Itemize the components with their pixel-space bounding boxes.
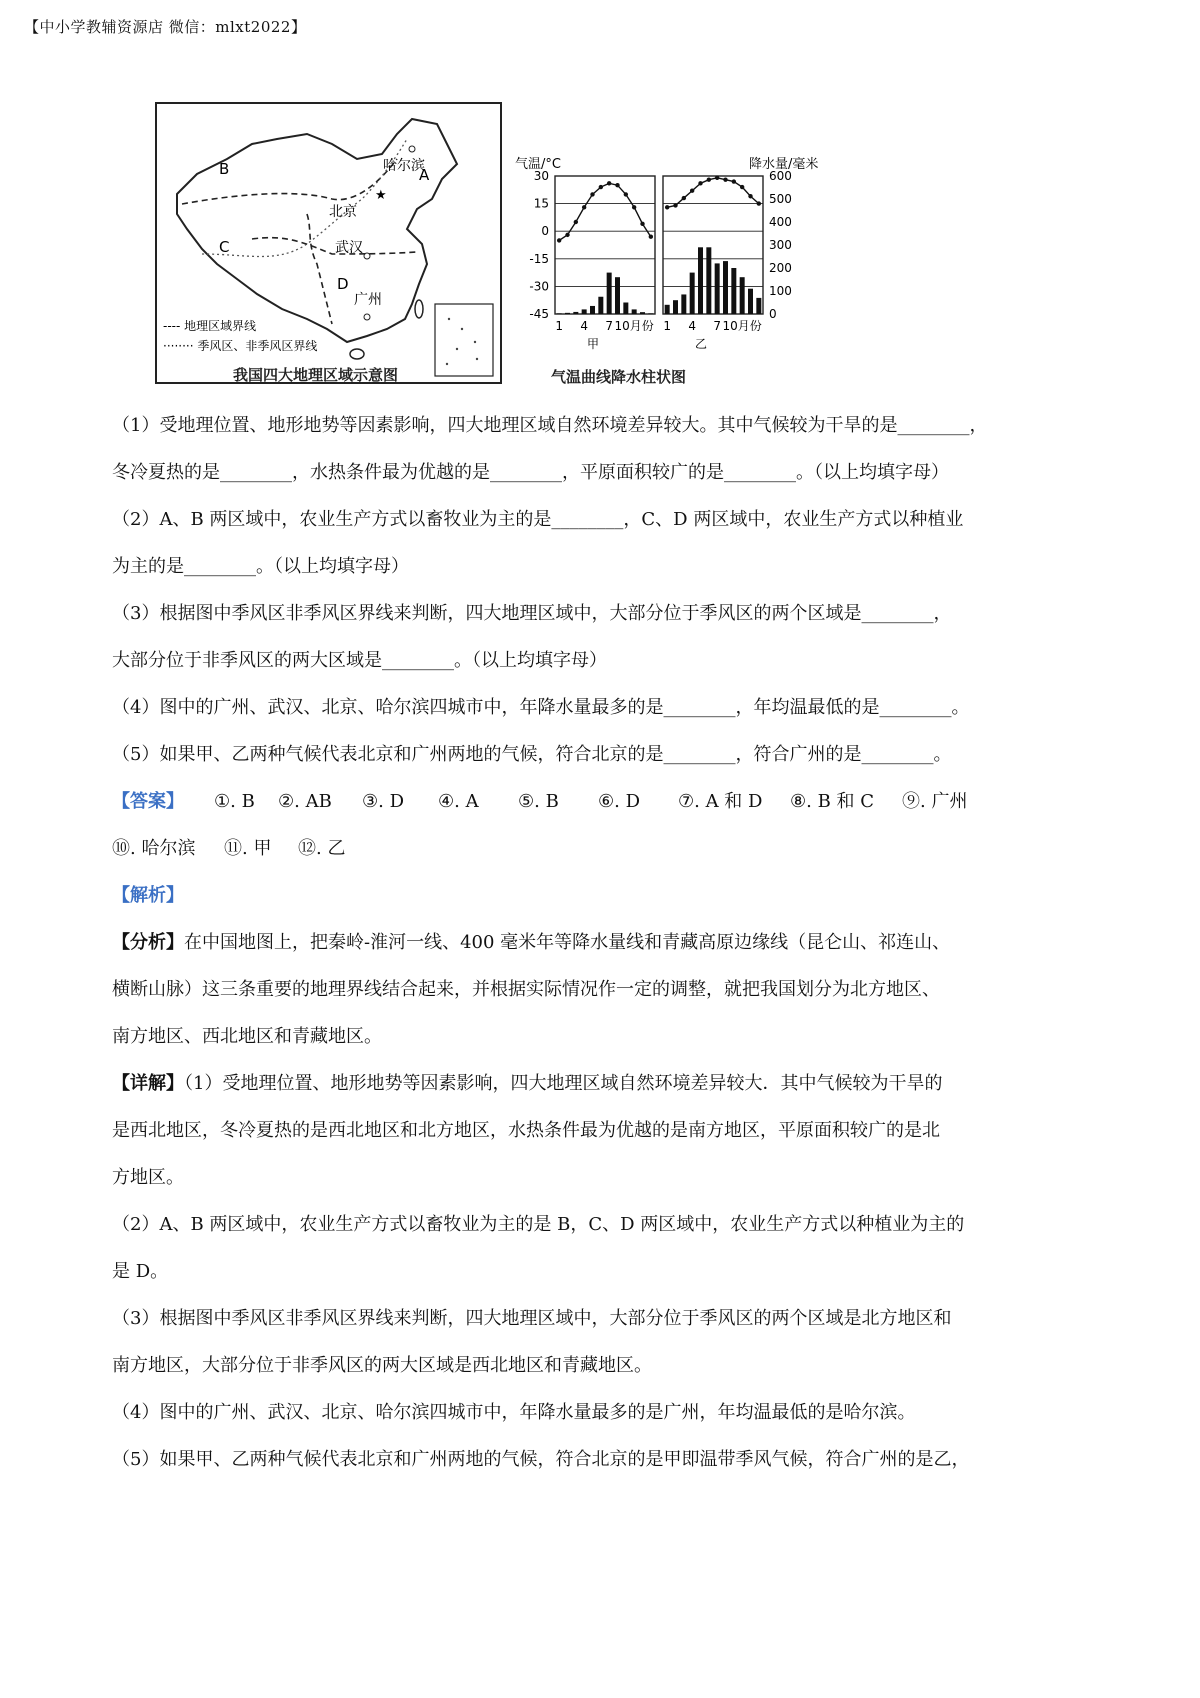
- answer-item: ④. A: [438, 791, 479, 812]
- temp-point: [732, 179, 736, 183]
- china-region-map: [155, 102, 502, 384]
- detail-line: 南方地区，大部分位于非季风区的两大区域是西北地区和青藏地区。: [112, 1355, 652, 1376]
- month-tick-label: 4: [688, 319, 696, 333]
- questions-block: [112, 402, 1102, 1483]
- answer-item: ⑩. 哈尔滨: [112, 838, 196, 859]
- region-b: B: [219, 160, 230, 178]
- month-tick-label: 4: [580, 319, 588, 333]
- analysis-line: 南方地区、西北地区和青藏地区。: [112, 1026, 382, 1047]
- precip-bar: [623, 303, 628, 315]
- city-beijing: 北京: [329, 204, 357, 220]
- temp-point: [740, 185, 744, 189]
- question-line: （5）如果甲、乙两种气候代表北京和广州两地的气候，符合北京的是________，符合广州的是________。: [112, 744, 952, 765]
- precip-tick-label: 100: [769, 284, 792, 298]
- month-tick-label: 7: [713, 319, 721, 333]
- harbin-marker: [409, 146, 415, 152]
- temp-point: [698, 181, 702, 185]
- question-line: 冬冷夏热的是________，水热条件最为优越的是________，平原面积较广的是________。（以上均填字母）: [112, 462, 949, 483]
- month-tick-label: 1: [555, 319, 563, 333]
- answer-item: ⑧. B 和 C: [790, 791, 875, 812]
- city-wuhan: 武汉: [335, 240, 363, 256]
- detail-line: 是西北地区，冬冷夏热的是西北地区和北方地区，水热条件最为优越的是南方地区，平原面积较广的是北: [112, 1120, 940, 1141]
- precip-bar: [740, 277, 745, 314]
- precip-bar: [632, 309, 637, 314]
- detail-line: （4）图中的广州、武汉、北京、哈尔滨四城市中，年降水量最多的是广州，年均温最低的是哈尔滨。: [112, 1402, 916, 1423]
- answer-item: ⑤. B: [518, 791, 559, 812]
- temp-point: [723, 177, 727, 181]
- precip-tick-label: 500: [769, 192, 792, 206]
- wuhan-marker: [364, 253, 370, 259]
- region-d: D: [337, 275, 349, 293]
- precip-tick-label: 200: [769, 261, 792, 275]
- precip-bar: [756, 298, 761, 314]
- answer-item: ⑥. D: [598, 791, 641, 812]
- legend-monsoon-boundary: ········ 季风区、非季风区界线: [163, 339, 318, 353]
- precip-bar: [748, 289, 753, 314]
- detail-line: 是 D。: [112, 1261, 169, 1282]
- answer-item: ③. D: [362, 791, 405, 812]
- region-c: C: [219, 238, 230, 256]
- temp-point: [682, 196, 686, 200]
- precip-bar: [607, 273, 612, 314]
- answer-item: ⑨. 广州: [902, 791, 968, 812]
- question-line: （1）受地理位置、地形地势等因素影响，四大地理区域自然环境差异较大。其中气候较为干旱的是________，: [112, 415, 988, 436]
- precip-bar: [582, 309, 587, 314]
- climate-caption: 气温曲线降水柱状图: [551, 368, 687, 386]
- question-line: 大部分位于非季风区的两大区域是________。（以上均填字母）: [112, 650, 607, 671]
- month-tick-label: 10月份: [722, 319, 762, 333]
- detail-line: 方地区。: [112, 1167, 184, 1188]
- city-guangzhou: 广州: [354, 292, 382, 308]
- temp-tick-label: 0: [541, 224, 549, 239]
- city-harbin: 哈尔滨: [383, 158, 425, 174]
- temp-point: [590, 192, 594, 196]
- answer-row: [112, 778, 1102, 825]
- temp-tick-label: 15: [533, 196, 549, 211]
- precip-tick-label: 300: [769, 238, 792, 252]
- temp-point: [665, 205, 669, 209]
- south-sea-inset: [435, 304, 493, 376]
- guangzhou-marker: [364, 314, 370, 320]
- analysis-line: [112, 919, 1102, 966]
- hainan-shape: [350, 349, 364, 359]
- precip-bar: [640, 312, 645, 314]
- temp-point: [582, 205, 586, 209]
- precip-bar: [648, 313, 653, 314]
- region-boundary-west: [307, 214, 332, 324]
- temp-point: [599, 185, 603, 189]
- detail-line: （3）根据图中季风区非季风区界线来判断，四大地理区域中，大部分位于季风区的两个区域是北方地区和: [112, 1308, 952, 1329]
- region-a: A: [419, 166, 430, 184]
- xiangjie-label: 【详解】: [112, 1073, 184, 1094]
- temp-tick-label: -15: [529, 251, 549, 266]
- temp-axis-label: 气温/°C: [515, 157, 561, 172]
- precip-bar: [690, 273, 695, 314]
- fenxi-text: 在中国地图上，把秦岭-淮河一线、400 毫米年等降水量线和青藏高原边缘线（昆仑山、祁连山、: [184, 932, 951, 953]
- temp-point: [690, 189, 694, 193]
- temp-point: [757, 201, 761, 205]
- precip-axis-label: 降水量/毫米: [749, 157, 819, 172]
- answer-item: ⑪. 甲: [224, 838, 272, 859]
- question-line: （3）根据图中季风区非季风区界线来判断，四大地理区域中，大部分位于季风区的两个区域是________，: [112, 603, 952, 624]
- temp-point: [624, 192, 628, 196]
- china-map-drawing: [157, 104, 500, 382]
- temp-point: [574, 220, 578, 224]
- precip-tick-label: 0: [769, 307, 777, 321]
- precip-bar: [590, 306, 595, 314]
- precip-bar: [673, 300, 678, 314]
- answer-item: ⑦. A 和 D: [678, 791, 763, 812]
- precip-bar: [598, 297, 603, 314]
- precip-bar: [731, 268, 736, 314]
- analysis-line: 横断山脉）这三条重要的地理界线结合起来，并根据实际情况作一定的调整，就把我国划分为北方地区、: [112, 979, 940, 1000]
- precip-bar: [706, 247, 711, 314]
- question-line: （4）图中的广州、武汉、北京、哈尔滨四城市中，年降水量最多的是________，年均温最低的是________。: [112, 697, 970, 718]
- temp-point: [707, 177, 711, 181]
- map-caption: 我国四大地理区域示意图: [233, 366, 399, 384]
- precip-bar: [723, 261, 728, 314]
- temp-point: [557, 238, 561, 242]
- month-tick-label: 10月份: [614, 319, 654, 333]
- answer-item: ⑫. 乙: [298, 838, 346, 859]
- month-tick-label: 1: [663, 319, 671, 333]
- answer-label: 【答案】: [112, 791, 184, 812]
- temp-point: [715, 176, 719, 180]
- analysis-label: 【解析】: [112, 885, 184, 906]
- precip-tick-label: 400: [769, 215, 792, 229]
- precip-bar: [698, 247, 703, 314]
- answer-row-2: [112, 825, 1102, 872]
- detail-line: （5）如果甲、乙两种气候代表北京和广州两地的气候，符合北京的是甲即温带季风气候，符合广州的是乙，: [112, 1449, 970, 1470]
- temp-line: [667, 178, 759, 207]
- temp-point: [748, 194, 752, 198]
- taiwan-shape: [415, 300, 423, 318]
- precip-bar: [715, 263, 720, 314]
- temp-tick-label: -30: [529, 279, 549, 294]
- precip-bar: [573, 312, 578, 314]
- fenxi-label: 【分析】: [112, 932, 184, 953]
- panel-name: 乙: [694, 337, 708, 351]
- answer-item: ①. B: [214, 791, 255, 812]
- temp-point: [615, 183, 619, 187]
- temp-point: [607, 181, 611, 185]
- temp-tick-label: 30: [533, 169, 549, 183]
- precip-bar: [565, 313, 570, 314]
- xiangjie-text: （1）受地理位置、地形地势等因素影响，四大地理区域自然环境差异较大．其中气候较为干旱的: [184, 1073, 943, 1094]
- detail-line: （2）A、B 两区域中，农业生产方式以畜牧业为主的是 B，C、D 两区域中，农业生产方式以种植业为主的: [112, 1214, 965, 1235]
- detail-line: [112, 1060, 1102, 1107]
- climate-panel-frame: [555, 176, 655, 314]
- header-watermark: 【中小学教辅资源店 微信：mlxt2022】: [24, 18, 307, 36]
- temp-tick-label: -45: [529, 307, 549, 321]
- precip-bar: [557, 313, 562, 314]
- temp-point: [673, 203, 677, 207]
- precip-bar: [615, 277, 620, 314]
- figures: [155, 102, 835, 432]
- month-tick-label: 7: [605, 319, 613, 333]
- temp-line: [559, 183, 651, 240]
- temp-point: [640, 222, 644, 226]
- temp-point: [632, 205, 636, 209]
- precip-tick-label: 600: [769, 169, 792, 183]
- precip-bar: [681, 294, 686, 314]
- legend-region-boundary: ---- 地理区域界线: [163, 319, 257, 333]
- temp-point: [649, 235, 653, 239]
- answer-item: ②. AB: [278, 791, 332, 812]
- question-line: （2）A、B 两区域中，农业生产方式以畜牧业为主的是________，C、D 两区域中，农业生产方式以种植业: [112, 509, 964, 530]
- panel-name: 甲: [586, 337, 600, 351]
- temp-point: [565, 233, 569, 237]
- precip-bar: [665, 305, 670, 314]
- question-line: 为主的是________。（以上均填字母）: [112, 556, 409, 577]
- svg-text:★: ★: [375, 188, 387, 203]
